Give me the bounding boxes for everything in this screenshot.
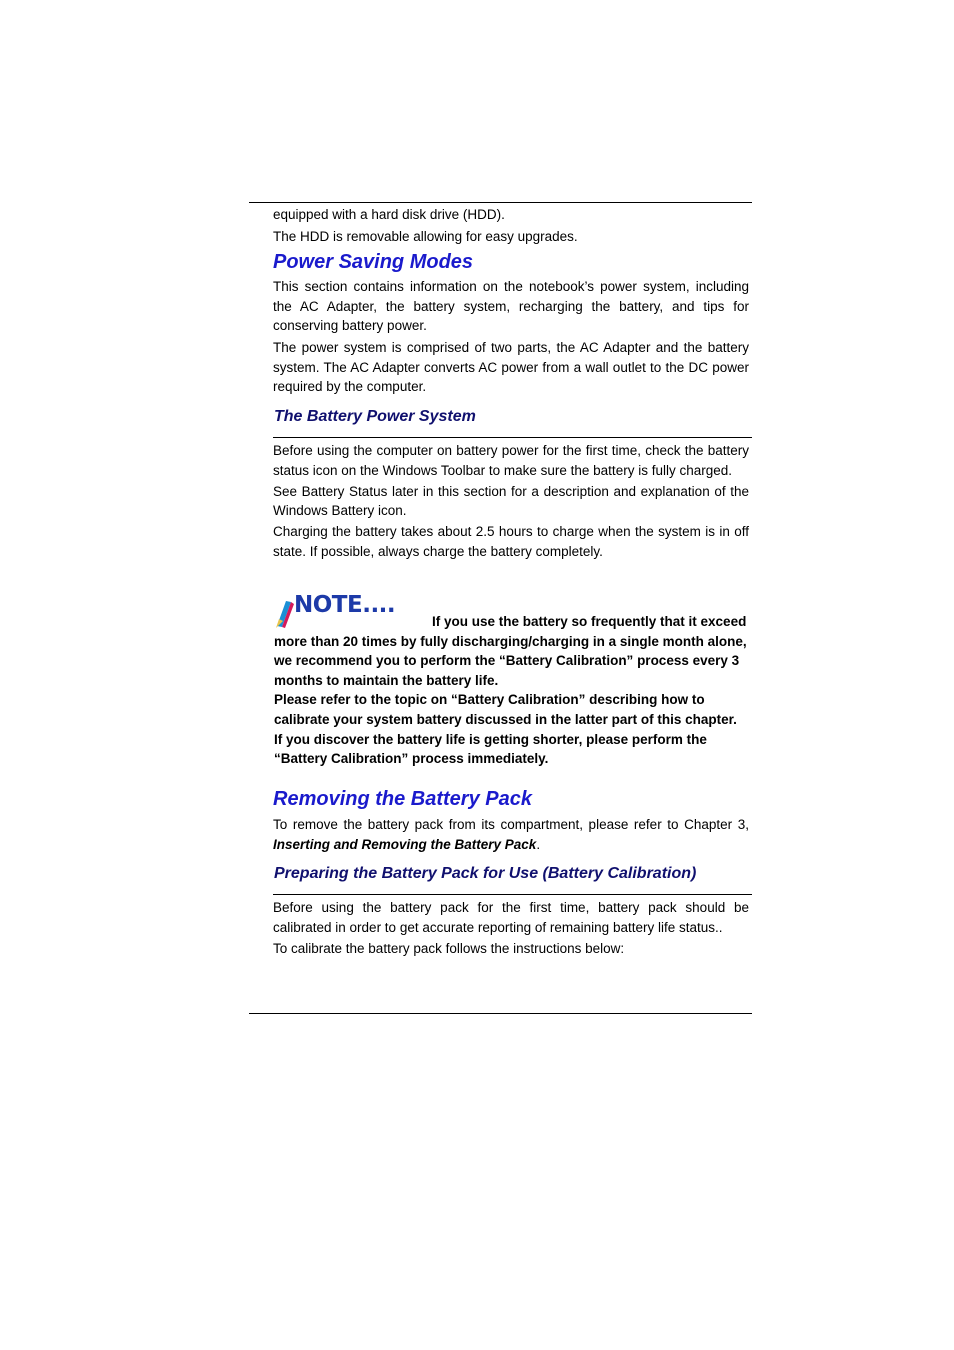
calibration-para-1: Before using the battery pack for the first time, battery pack should be calibrated in order to get accurate reporting of remaining battery life status.. (273, 900, 749, 935)
power-saving-section (273, 277, 749, 397)
battery-system-para-1: Before using the computer on battery power for the first time, check the battery status icon on the Windows Toolbar to make sure the battery is fully charged. (273, 443, 749, 478)
note-callout (274, 592, 750, 769)
note-para-2: Please refer to the topic on “Battery Calibration” describing how to calibrate your system battery discussed in the latter part of this chapter. (274, 692, 737, 727)
power-saving-heading-block (273, 250, 749, 274)
power-saving-heading: Power Saving Modes (273, 251, 474, 273)
pencil-icon (274, 599, 296, 629)
intro-line-1: equipped with a hard disk drive (HDD). (273, 207, 505, 222)
footer-rule (249, 1013, 752, 1014)
removing-heading: Removing the Battery Pack (273, 788, 532, 810)
removing-heading-block (273, 787, 749, 811)
battery-system-para-3: Charging the battery takes about 2.5 hours to charge when the system is in off state. If possible, always charge the battery completely. (273, 524, 749, 559)
power-saving-para-2: The power system is comprised of two parts, the AC Adapter and the battery system. The AC Adapter converts AC power from a wall outlet to the DC power required by the computer. (273, 340, 749, 395)
power-saving-para-1: This section contains information on the notebook’s power system, including the AC Adapter, the battery system, recharging the battery, and tips for conserving battery power. (273, 279, 749, 334)
removing-para (273, 815, 749, 854)
note-para-3: If you discover the battery life is getting shorter, please perform the “Battery Calibration” process immediately. (274, 731, 707, 767)
note-logo-text: NOTE.... (294, 592, 396, 618)
removing-text-before: To remove the battery pack from its compartment, please refer to Chapter 3, (273, 817, 749, 832)
calibration-section (273, 898, 749, 958)
note-para-1 (274, 592, 750, 690)
calibration-rule (273, 894, 752, 895)
battery-system-section (273, 441, 749, 561)
battery-system-heading: The Battery Power System (274, 408, 476, 425)
note-logo (274, 592, 406, 629)
battery-system-para-2: See Battery Status later in this section for a description and explanation of the Windows Battery icon. (273, 483, 749, 519)
note-para-1-text: If you use the battery so frequently that it exceed more than 20 times by fully discharging/charging in a single month alone, we recommend you to perform the “Battery Calibration” process every 3 months to maintain the battery life. (274, 614, 747, 688)
calibration-para-2: To calibrate the battery pack follows the instructions below: (273, 940, 625, 956)
intro-section (273, 205, 749, 247)
calibration-heading-block (274, 864, 750, 884)
header-rule (249, 202, 752, 203)
calibration-heading: Preparing the Battery Pack for Use (Battery Calibration) (274, 865, 697, 882)
removing-chapter-reference: Inserting and Removing the Battery Pack (273, 836, 537, 852)
battery-system-rule (273, 437, 752, 438)
removing-section (273, 815, 749, 854)
battery-system-heading-block (274, 407, 750, 427)
removing-text-after: . (536, 836, 541, 852)
intro-line-2: The HDD is removable allowing for easy upgrades. (273, 228, 578, 244)
